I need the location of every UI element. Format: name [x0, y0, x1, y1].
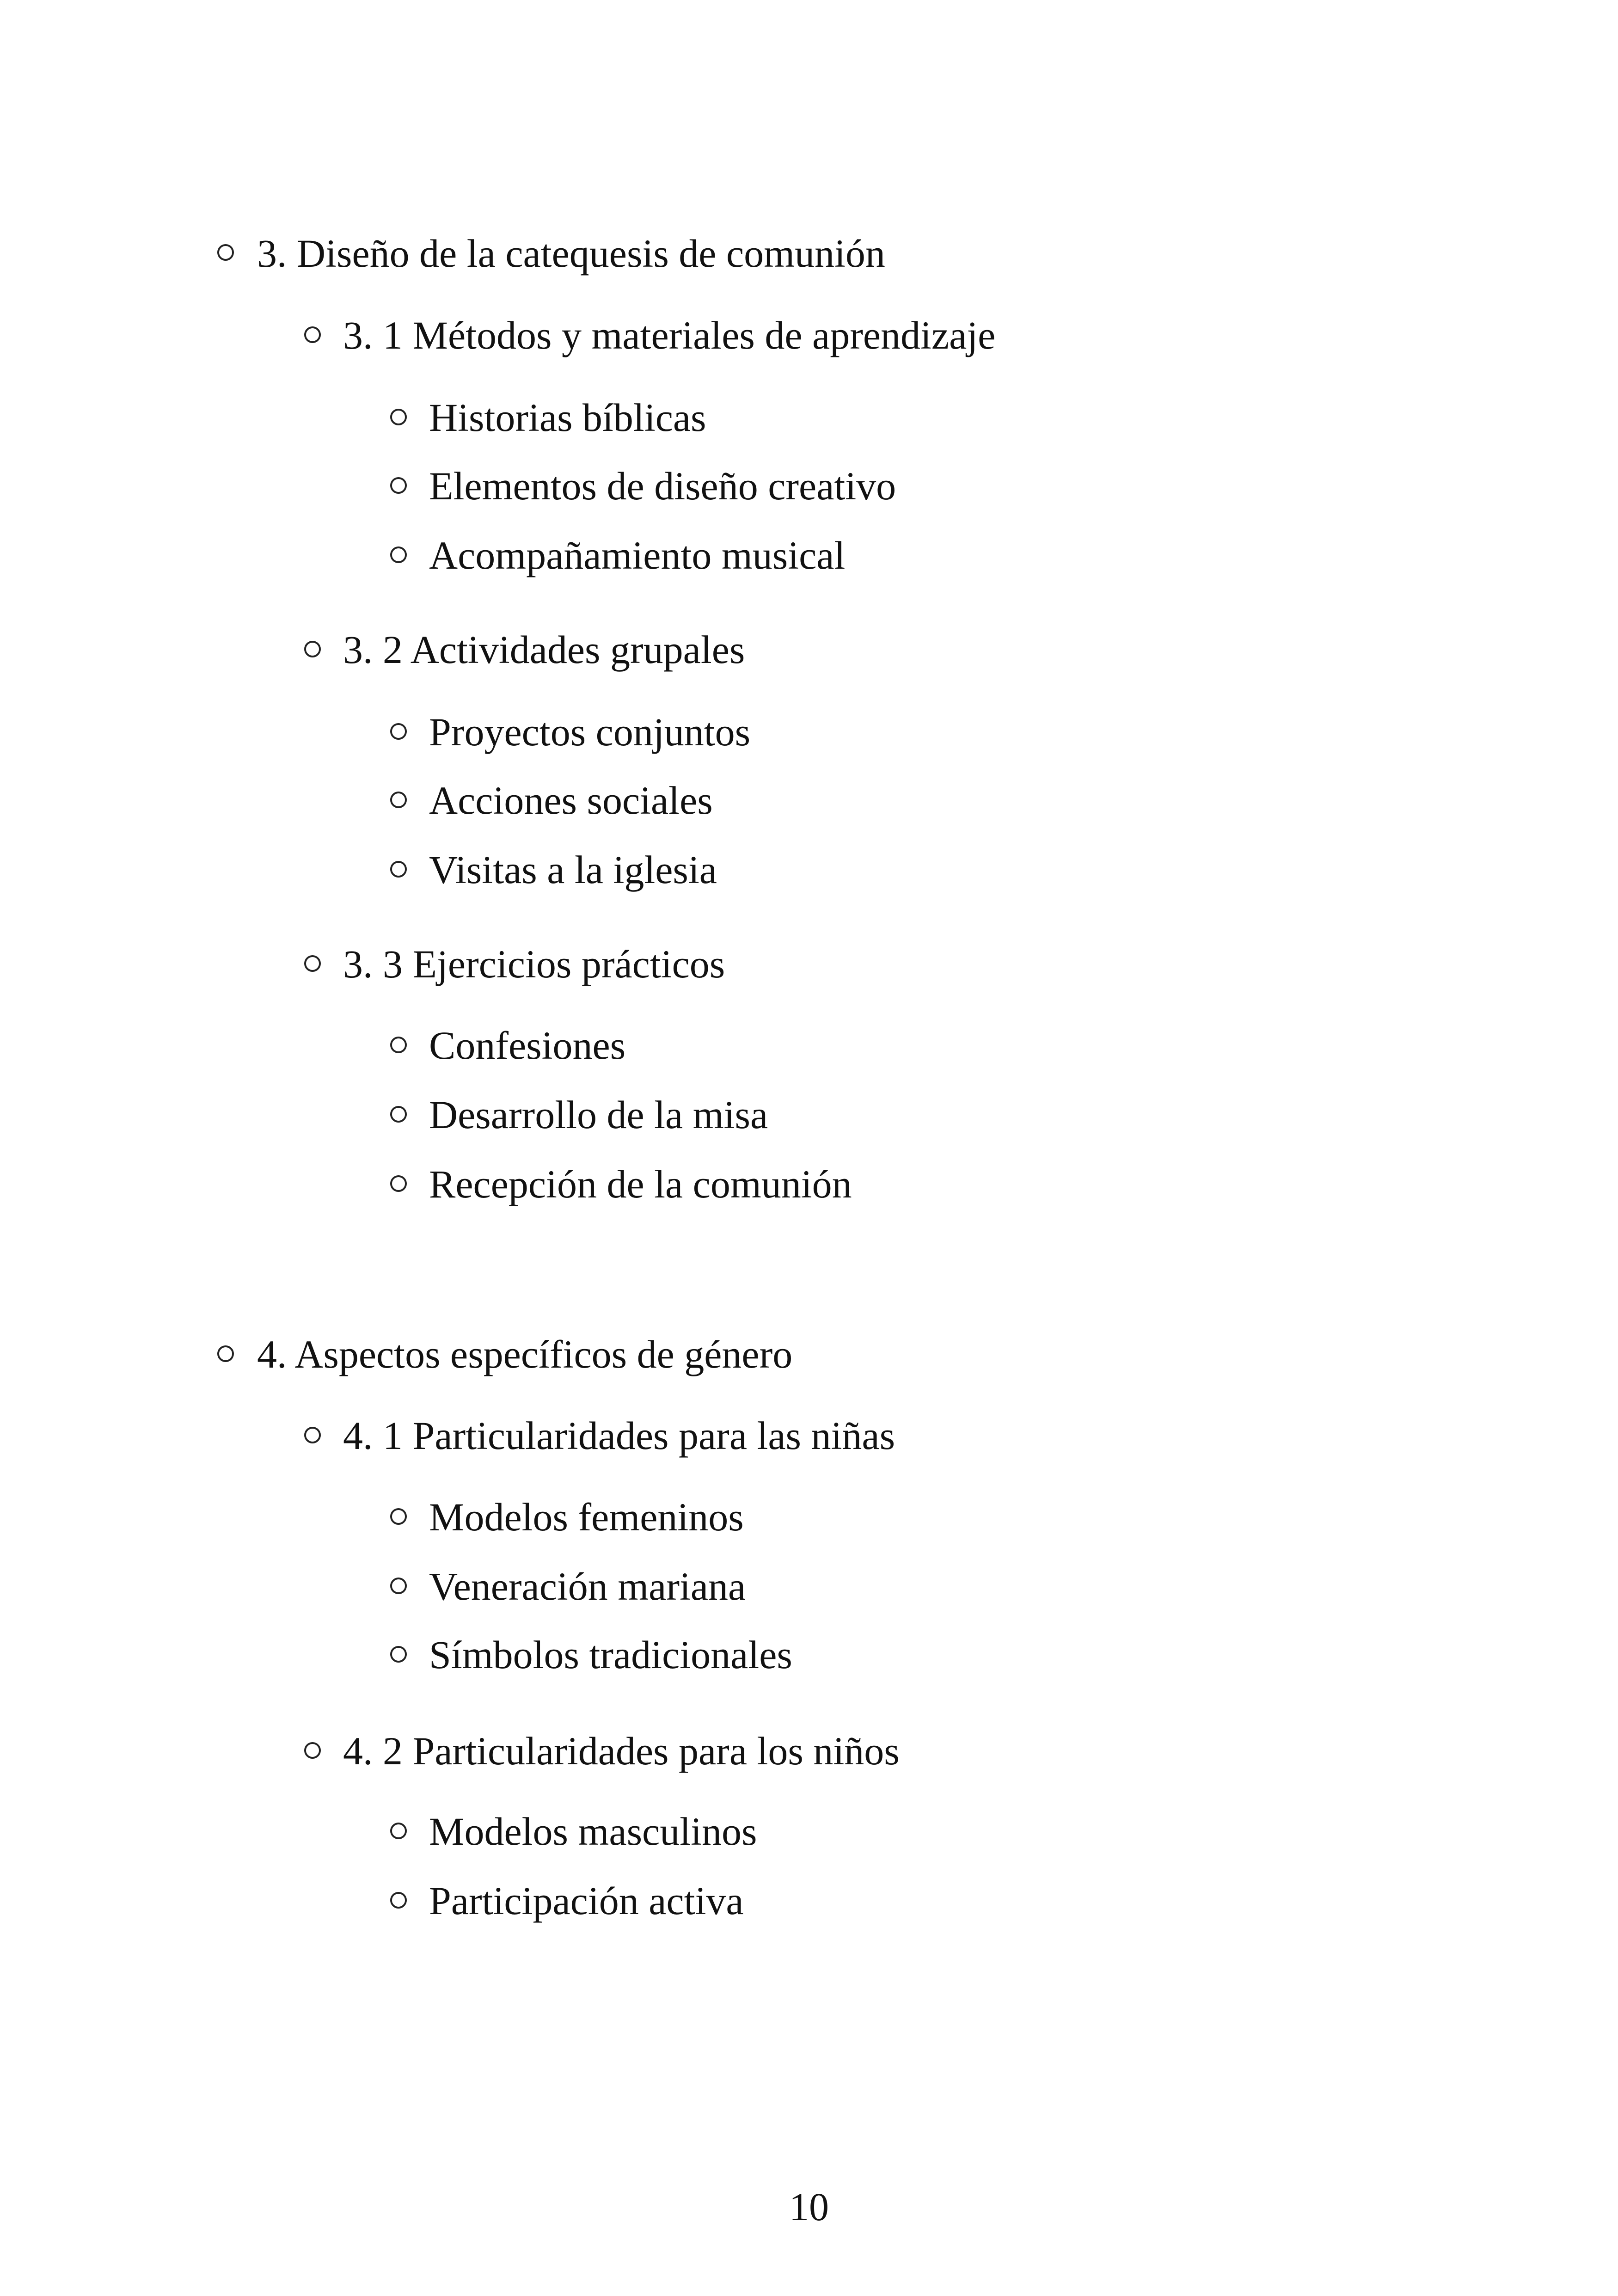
list-item: Visitas a la iglesia	[429, 847, 717, 892]
bullet-icon	[304, 1427, 321, 1443]
subsection-3-3-heading: 3. 3 Ejercicios prácticos	[343, 942, 725, 986]
bullet-icon	[390, 1823, 407, 1839]
list-item: Recepción de la comunión	[429, 1162, 852, 1206]
section-3-heading: 3. Diseño de la catequesis de comunión	[257, 231, 885, 276]
subsection-4-2-heading: 4. 2 Particularidades para los niños	[343, 1729, 900, 1773]
list-item: Modelos femeninos	[429, 1495, 744, 1539]
bullet-icon	[390, 861, 407, 878]
bullet-icon	[390, 1175, 407, 1192]
bullet-icon	[390, 1508, 407, 1525]
bullet-icon	[390, 1646, 407, 1663]
bullet-icon	[217, 244, 234, 261]
list-item: Veneración mariana	[429, 1564, 746, 1608]
bullet-icon	[390, 1106, 407, 1123]
bullet-icon	[390, 1892, 407, 1909]
bullet-icon	[304, 641, 321, 657]
bullet-icon	[304, 326, 321, 343]
list-item: Confesiones	[429, 1023, 626, 1068]
list-item: Participación activa	[429, 1879, 744, 1923]
bullet-icon	[390, 409, 407, 425]
list-item: Desarrollo de la misa	[429, 1093, 768, 1137]
bullet-icon	[390, 1037, 407, 1053]
bullet-icon	[304, 1742, 321, 1759]
bullet-icon	[390, 1578, 407, 1594]
section-4-heading: 4. Aspectos específicos de género	[257, 1332, 793, 1376]
bullet-icon	[304, 955, 321, 972]
list-item: Proyectos conjuntos	[429, 710, 751, 754]
list-item: Acompañamiento musical	[429, 533, 846, 577]
subsection-3-1-heading: 3. 1 Métodos y materiales de aprendizaje	[343, 313, 996, 357]
bullet-icon	[390, 546, 407, 563]
list-item: Elementos de diseño creativo	[429, 464, 896, 508]
list-item: Historias bíblicas	[429, 395, 706, 440]
list-item: Modelos masculinos	[429, 1809, 757, 1854]
subsection-4-1-heading: 4. 1 Particularidades para las niñas	[343, 1413, 895, 1458]
bullet-icon	[390, 723, 407, 740]
bullet-icon	[217, 1345, 234, 1362]
list-item: Acciones sociales	[429, 778, 713, 823]
list-item: Símbolos tradicionales	[429, 1633, 792, 1677]
subsection-3-2-heading: 3. 2 Actividades grupales	[343, 627, 745, 672]
bullet-icon	[390, 477, 407, 494]
page-number: 10	[789, 2185, 829, 2229]
bullet-icon	[390, 792, 407, 808]
